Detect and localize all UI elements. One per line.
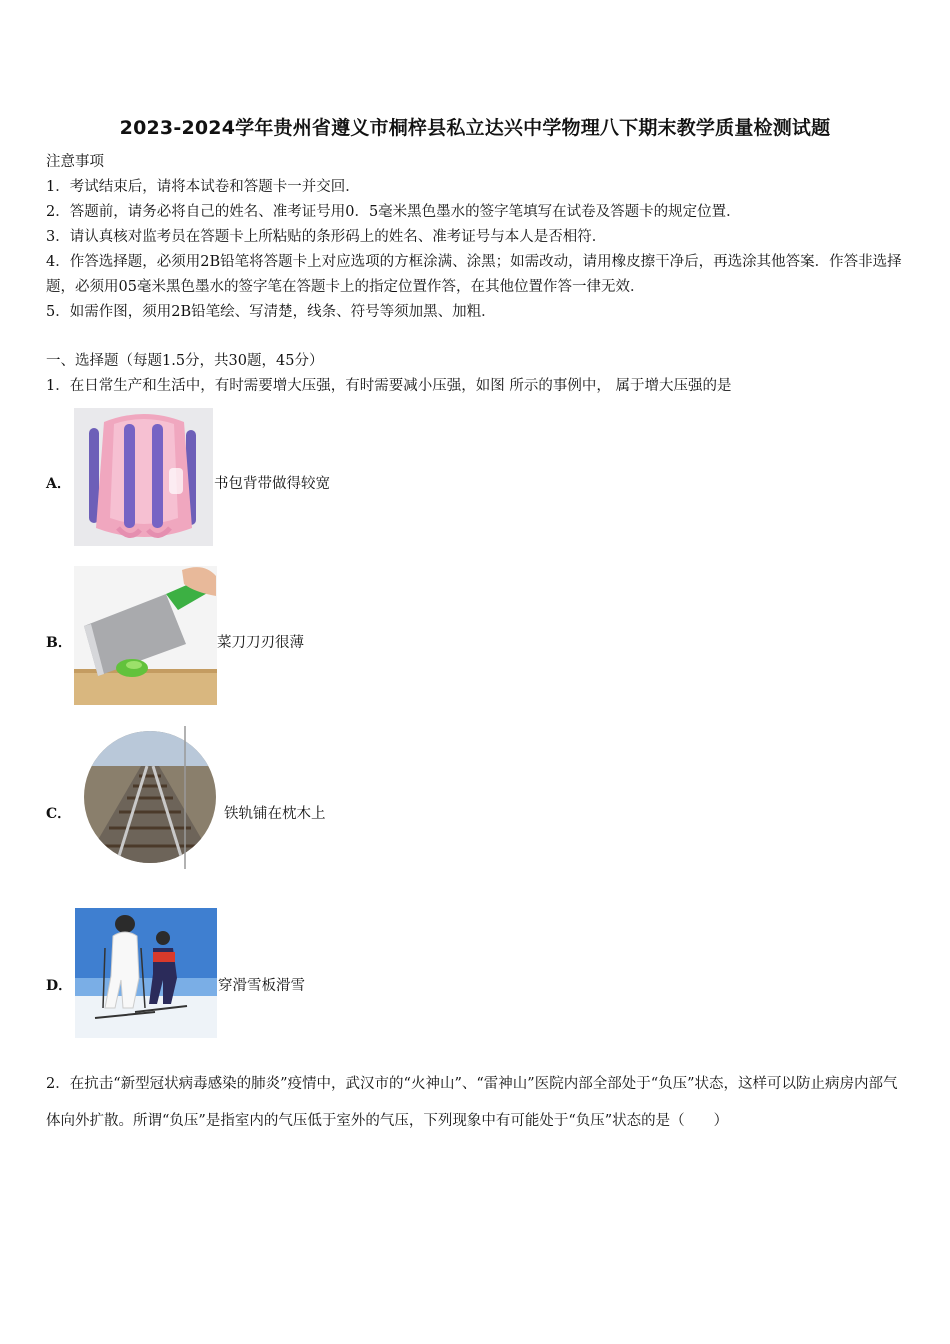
backpack-image bbox=[74, 408, 213, 546]
notes-item: 1．考试结束后，请将本试卷和答题卡一并交回． bbox=[46, 179, 360, 195]
notes-item: 2．答题前，请务必将自己的姓名、准考证号用0．5毫米黑色墨水的签字笔填写在试卷及答题卡的规定位置． bbox=[46, 204, 741, 220]
kitchen-knife-image bbox=[74, 566, 217, 705]
section-heading: 一、选择题（每题1.5分，共30题，45分） bbox=[46, 353, 324, 369]
notes-item: 3．请认真核对监考员在答题卡上所粘贴的条形码上的姓名、准考证号与本人是否相符． bbox=[46, 229, 607, 245]
skiers-image bbox=[75, 908, 217, 1038]
option-a-text: 书包背带做得较宽 bbox=[214, 476, 330, 492]
notes-section bbox=[46, 150, 908, 325]
option-a-letter: A． bbox=[46, 476, 71, 492]
option-c-text: 铁轨铺在枕木上 bbox=[224, 806, 326, 822]
railway-track-image bbox=[81, 726, 219, 869]
notes-item: 4．作答选择题，必须用2B铅笔将答题卡上对应选项的方框涂满、涂黑；如需改动，请用橡皮擦干净后，再选涂其他答案．作答非选择题，必须用05毫米黑色墨水的签字笔在答题卡上的指定位置作答，在其他位置作答一律无效． bbox=[46, 254, 902, 295]
notes-item: 5．如需作图，须用2B铅笔绘、写清楚，线条、符号等须加黑、加粗． bbox=[46, 304, 496, 320]
option-b-text: 菜刀刀刃很薄 bbox=[217, 635, 304, 651]
option-d-letter: D． bbox=[46, 978, 73, 994]
option-b-letter: B． bbox=[46, 635, 72, 651]
question-2-text: 2．在抗击“新型冠状病毒感染的肺炎”疫情中，武汉市的“火神山”、“雷神山”医院内部全部处于“负压”状态，这样可以防止病房内部气体向外扩散。所谓“负压”是指室内的气压低于室外的气压，下列现象中有可能处于“负压”状态的是（ ） bbox=[46, 1076, 898, 1129]
question-1-text: 1．在日常生产和生活中，有时需要增大压强，有时需要减小压强，如图 所示的事例中， 属于增大压强的是 bbox=[46, 378, 732, 394]
notes-heading: 注意事项 bbox=[46, 154, 104, 170]
option-c-letter: C． bbox=[46, 806, 72, 822]
option-d-text: 穿滑雪板滑雪 bbox=[218, 978, 305, 994]
exam-title: 2023-2024学年贵州省遵义市桐梓县私立达兴中学物理八下期末教学质量检测试题 bbox=[119, 117, 831, 139]
